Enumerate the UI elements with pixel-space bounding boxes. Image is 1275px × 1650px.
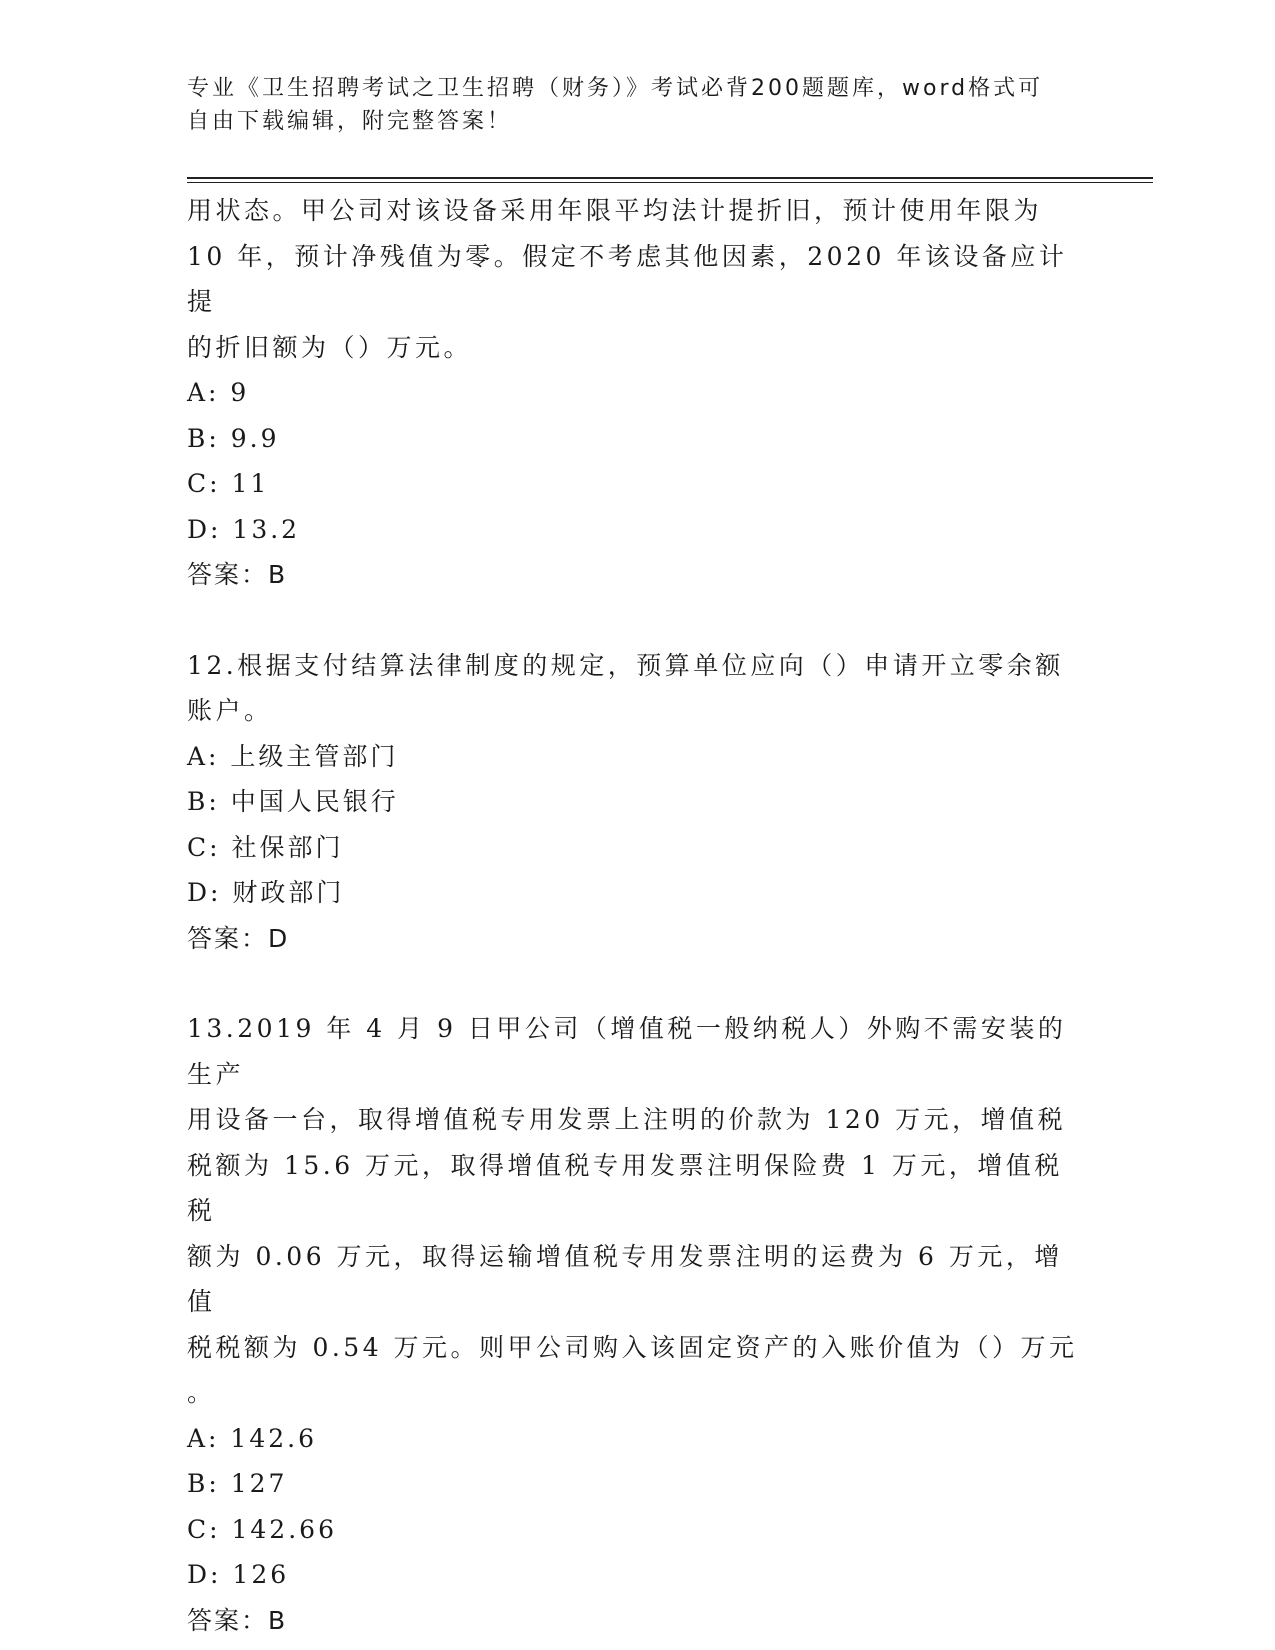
option-d: D: 财政部门 xyxy=(187,878,345,907)
header-divider-thick xyxy=(187,177,1153,179)
document-header: 专业《卫生招聘考试之卫生招聘（财务）》考试必背200题题库，word格式可自由下载编辑，附完整答案！ xyxy=(187,76,1044,134)
question-stem-line: 用状态。甲公司对该设备采用年限平均法计提折旧，预计使用年限为 xyxy=(187,196,1043,225)
option-c: C: 142.66 xyxy=(187,1514,337,1544)
question-stem-line: 10 年，预计净残值为零。假定不考虑其他因素，2020 年该设备应计提 xyxy=(187,241,1068,316)
option-a: A: 上级主管部门 xyxy=(187,741,399,771)
question-block xyxy=(187,188,1087,598)
question-stem-line: 用设备一台，取得增值税专用发票上注明的价款为 120 万元，增值税 xyxy=(187,1105,1067,1134)
option-d: D: 126 xyxy=(187,1560,290,1589)
question-stem-line: 税税额为 0.54 万元。则甲公司购入该固定资产的入账价值为（）万元 xyxy=(187,1332,1078,1362)
option-a: A: 9 xyxy=(187,378,250,407)
option-c: C: 11 xyxy=(187,469,270,498)
question-stem-line: 12.根据支付结算法律制度的规定，预算单位应向（）申请开立零余额 xyxy=(187,650,1064,680)
option-b: B: 127 xyxy=(187,1469,288,1498)
question-stem-line: 账户。 xyxy=(187,696,273,725)
header-divider-thin xyxy=(187,182,1153,183)
answer: 答案：D xyxy=(187,923,290,953)
question-list xyxy=(187,188,1087,1643)
option-b: B: 9.9 xyxy=(187,423,280,453)
option-a: A: 142.6 xyxy=(187,1423,317,1453)
option-d: D: 13.2 xyxy=(187,514,301,544)
question-block xyxy=(187,643,1087,962)
answer: 答案：B xyxy=(187,1605,288,1635)
option-b: B: 中国人民银行 xyxy=(187,787,399,816)
question-stem-line: 的折旧额为（）万元。 xyxy=(187,332,473,362)
question-stem-line: 13.2019 年 4 月 9 日甲公司（增值税一般纳税人）外购不需安装的生产 xyxy=(187,1014,1067,1089)
option-c: C: 社保部门 xyxy=(187,832,344,862)
question-block xyxy=(187,1006,1087,1643)
question-spacer xyxy=(187,961,1087,1006)
question-spacer xyxy=(187,598,1087,643)
question-stem-line: 。 xyxy=(187,1378,216,1407)
question-stem-line: 额为 0.06 万元，取得运输增值税专用发票注明的运费为 6 万元，增值 xyxy=(187,1241,1063,1316)
answer: 答案：B xyxy=(187,560,288,589)
question-stem-line: 税额为 15.6 万元，取得增值税专用发票注明保险费 1 万元，增值税税 xyxy=(187,1150,1063,1225)
